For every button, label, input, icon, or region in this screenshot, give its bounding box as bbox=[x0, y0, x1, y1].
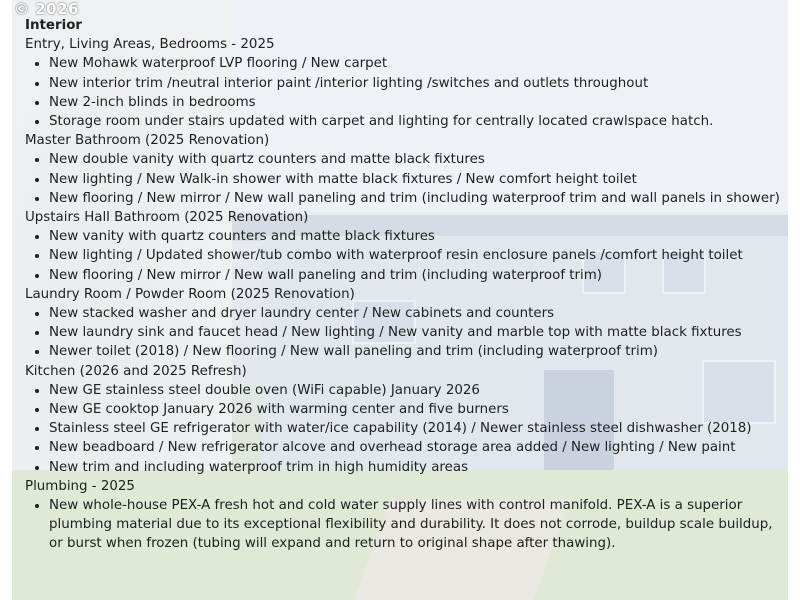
list-item: • New lighting / New Walk-in shower with matte black fixtures / New comfort height toilet bbox=[49, 170, 785, 189]
feature-list bbox=[25, 304, 785, 362]
list-item: • New 2-inch blinds in bedrooms bbox=[49, 93, 785, 112]
section-plumbing bbox=[25, 477, 785, 554]
list-item: • New trim and including waterproof trim in high humidity areas bbox=[49, 458, 785, 477]
section-title: Kitchen (2026 and 2025 Refresh) bbox=[25, 363, 247, 379]
section-title: Master Bathroom (2025 Renovation) bbox=[25, 133, 270, 149]
feature-list bbox=[25, 496, 785, 554]
list-item: • Stainless steel GE refrigerator with water/ice capability (2014) / Newer stainless steel dishwasher (2018) bbox=[49, 419, 785, 438]
feature-list bbox=[25, 381, 785, 477]
section-title: Plumbing - 2025 bbox=[25, 478, 135, 494]
list-item: • Storage room under stairs updated with carpet and lighting for centrally located crawlspace hatch. bbox=[49, 112, 785, 131]
list-item: • New beadboard / New refrigerator alcove and overhead storage area added / New lighting / New paint bbox=[49, 438, 785, 457]
feature-list bbox=[25, 54, 785, 131]
page-heading: Interior bbox=[25, 18, 82, 33]
section-kitchen bbox=[25, 362, 785, 477]
list-item: • New stacked washer and dryer laundry center / New cabinets and counters bbox=[49, 304, 785, 323]
list-item: • New flooring / New mirror / New wall paneling and trim (including waterproof trim and wall panels in shower) bbox=[49, 189, 785, 208]
list-item: • New flooring / New mirror / New wall paneling and trim (including waterproof trim) bbox=[49, 266, 785, 285]
section-upstairs-bathroom bbox=[25, 208, 785, 285]
list-item: • New double vanity with quartz counters and matte black fixtures bbox=[49, 150, 785, 169]
list-item: • New laundry sink and faucet head / New lighting / New vanity and marble top with matte black fixtures bbox=[49, 323, 785, 342]
list-item: • New whole-house PEX-A fresh hot and cold water supply lines with control manifold. PEX-A is a superior plumbing material due to its exceptional flexibility and durability. It does not corrode, buildup scale buildup, or burst when frozen (tubing will expand and return to original shape after thawing). bbox=[49, 496, 785, 554]
section-title: Entry, Living Areas, Bedrooms - 2025 bbox=[25, 37, 275, 53]
copyright-watermark: © 2026 bbox=[14, 0, 79, 18]
list-item: • New GE cooktop January 2026 with warming center and five burners bbox=[49, 400, 785, 419]
section-title: Upstairs Hall Bathroom (2025 Renovation) bbox=[25, 210, 309, 226]
feature-list bbox=[25, 150, 785, 208]
section-master-bathroom bbox=[25, 131, 785, 208]
section-title: Laundry Room / Powder Room (2025 Renovation) bbox=[25, 286, 355, 302]
feature-list bbox=[25, 227, 785, 285]
interior-features-list bbox=[25, 16, 785, 554]
list-item: • New GE stainless steel double oven (WiFi capable) January 2026 bbox=[49, 381, 785, 400]
list-item: • New vanity with quartz counters and matte black fixtures bbox=[49, 227, 785, 246]
list-item: • New lighting / Updated shower/tub combo with waterproof resin enclosure panels /comfort height toilet bbox=[49, 246, 785, 265]
section-entry-living bbox=[25, 35, 785, 131]
list-item: • New interior trim /neutral interior paint /interior lighting /switches and outlets throughout bbox=[49, 74, 785, 93]
section-laundry-powder bbox=[25, 285, 785, 362]
list-item: • New Mohawk waterproof LVP flooring / New carpet bbox=[49, 54, 785, 73]
list-item: • Newer toilet (2018) / New flooring / New wall paneling and trim (including waterproof trim) bbox=[49, 342, 785, 361]
